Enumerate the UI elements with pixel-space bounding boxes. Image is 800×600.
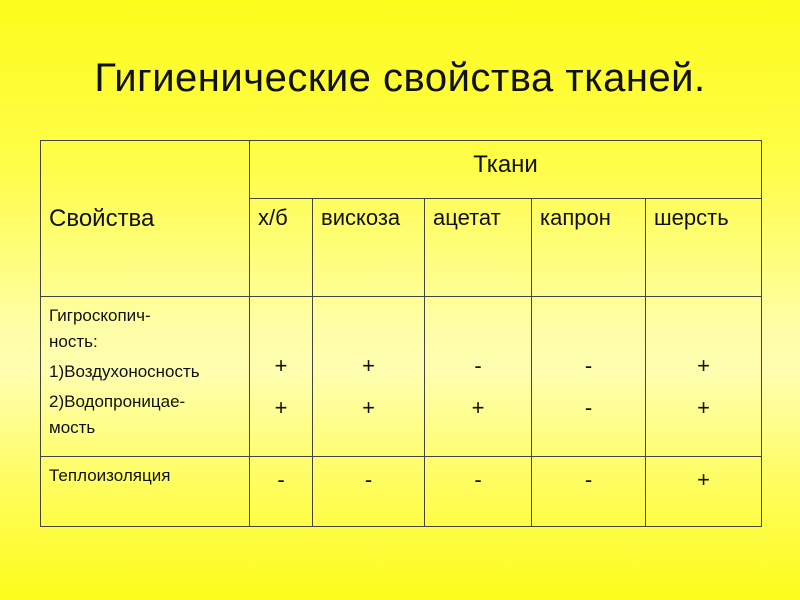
- value-cell-acetate: [425, 297, 532, 457]
- value-mark: -: [364, 467, 373, 492]
- value-mark: -: [277, 467, 285, 492]
- property-label-line: Теплоизоляция: [49, 466, 171, 485]
- property-label-thermal-insulation: [41, 457, 250, 527]
- value-mark: +: [697, 353, 710, 378]
- value-cell-wool: [646, 297, 762, 457]
- table-row-hygroscopicity: [41, 297, 762, 457]
- property-label-line: 1)Воздухоносность: [49, 362, 200, 381]
- value-mark: -: [584, 353, 593, 378]
- value-cell-kapron: [532, 457, 646, 527]
- value-mark: +: [274, 353, 288, 378]
- property-label-line: Гигроскопич-: [49, 306, 151, 325]
- property-label-line: 2)Водопроницае-: [49, 392, 186, 411]
- value-cell-cotton: [250, 457, 313, 527]
- value-cell-acetate: [425, 457, 532, 527]
- value-cell-kapron: [532, 297, 646, 457]
- table-row-thermal-insulation: [41, 457, 762, 527]
- value-cell-viscose: [313, 297, 425, 457]
- property-label-line: ность:: [49, 332, 98, 351]
- value-mark: -: [474, 467, 482, 492]
- fabric-header-acetate: ацетат: [425, 199, 532, 297]
- value-mark: +: [274, 395, 288, 420]
- value-mark: +: [362, 395, 375, 420]
- property-label-line: мость: [49, 418, 96, 437]
- value-mark: +: [471, 395, 485, 420]
- hygiene-properties-table: [40, 140, 762, 527]
- hygiene-table-container: [40, 140, 761, 527]
- value-cell-viscose: [313, 457, 425, 527]
- value-cell-wool: [646, 457, 762, 527]
- slide-title: Гигиенические свойства тканей.: [94, 56, 706, 100]
- value-mark: -: [584, 395, 593, 420]
- fabric-header-kapron: капрон: [532, 199, 646, 297]
- fabric-header-cotton: х/б: [250, 199, 313, 297]
- properties-header: Свойства: [41, 141, 250, 297]
- value-mark: +: [697, 395, 710, 420]
- value-mark: +: [362, 353, 375, 378]
- value-mark: -: [474, 353, 482, 378]
- fabric-header-viscose: вискоза: [313, 199, 425, 297]
- property-label-hygroscopicity: [41, 297, 250, 457]
- fabrics-header: Ткани: [250, 141, 762, 199]
- value-mark: -: [584, 467, 593, 492]
- value-mark: +: [697, 467, 710, 492]
- fabric-header-wool: шерсть: [646, 199, 762, 297]
- value-cell-cotton: [250, 297, 313, 457]
